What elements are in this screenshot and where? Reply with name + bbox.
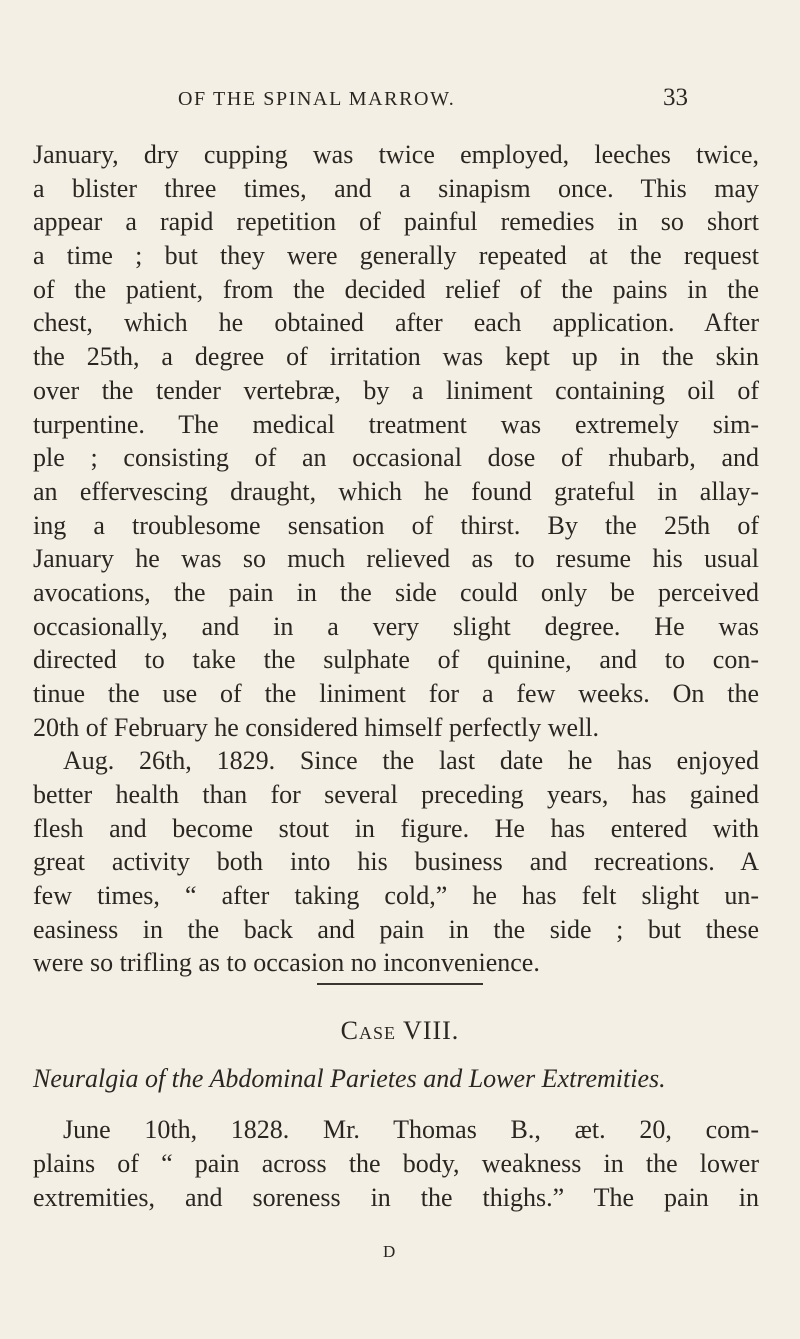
section-divider (317, 983, 483, 985)
text-line: turpentine. The medical treatment was extremely sim- (33, 410, 759, 439)
text-line: January, dry cupping was twice employed, leeches twice, (33, 140, 759, 169)
text-line: easiness in the back and pain in the side ; but these (33, 915, 759, 944)
text-line: an effervescing draught, which he found grateful in allay- (33, 477, 759, 506)
text-line: 20th of February he considered himself perfectly well. (33, 713, 600, 742)
text-line: great activity both into his business and recreations. A (33, 847, 759, 876)
case-heading: Case VIII. (340, 1016, 460, 1045)
text-line: few times, “ after taking cold,” he has felt slight un- (33, 881, 759, 910)
text-line: a time ; but they were generally repeated at the request (33, 241, 759, 270)
text-line: the 25th, a degree of irritation was kept up in the skin (33, 342, 759, 371)
text-line: avocations, the pain in the side could only be perceived (33, 578, 759, 607)
text-line: appear a rapid repetition of painful remedies in so short (33, 207, 759, 236)
text-line: over the tender vertebræ, by a liniment containing oil of (33, 376, 759, 405)
case-subtitle: Neuralgia of the Abdominal Parietes and Lower Extremities. (33, 1064, 666, 1093)
text-line: flesh and become stout in figure. He has entered with (33, 814, 759, 843)
signature-mark: D (383, 1242, 396, 1261)
text-line: ing a troublesome sensation of thirst. By the 25th of (33, 511, 759, 540)
text-line: of the patient, from the decided relief of the pains in the (33, 275, 759, 304)
text-line: tinue the use of the liniment for a few weeks. On the (33, 679, 759, 708)
running-title: OF THE SPINAL MARROW. (178, 88, 456, 110)
text-line: occasionally, and in a very slight degree. He was (33, 612, 759, 641)
text-line: a blister three times, and a sinapism once. This may (33, 174, 759, 203)
text-line: ple ; consisting of an occasional dose of rhubarb, and (33, 443, 759, 472)
text-line: better health than for several preceding years, has gained (33, 780, 759, 809)
text-line: directed to take the sulphate of quinine, and to con- (33, 645, 759, 674)
text-line: plains of “ pain across the body, weakness in the lower (33, 1149, 759, 1178)
page-number: 33 (663, 84, 688, 111)
text-line: Aug. 26th, 1829. Since the last date he has enjoyed (63, 746, 759, 775)
text-line: June 10th, 1828. Mr. Thomas B., æt. 20, com- (63, 1115, 759, 1144)
text-line: extremities, and soreness in the thighs.” The pain in (33, 1183, 759, 1212)
text-line: January he was so much relieved as to resume his usual (33, 544, 759, 573)
text-line: chest, which he obtained after each application. After (33, 308, 759, 337)
running-head (178, 84, 688, 118)
text-line: were so trifling as to occasion no inconvenience. (33, 948, 540, 977)
